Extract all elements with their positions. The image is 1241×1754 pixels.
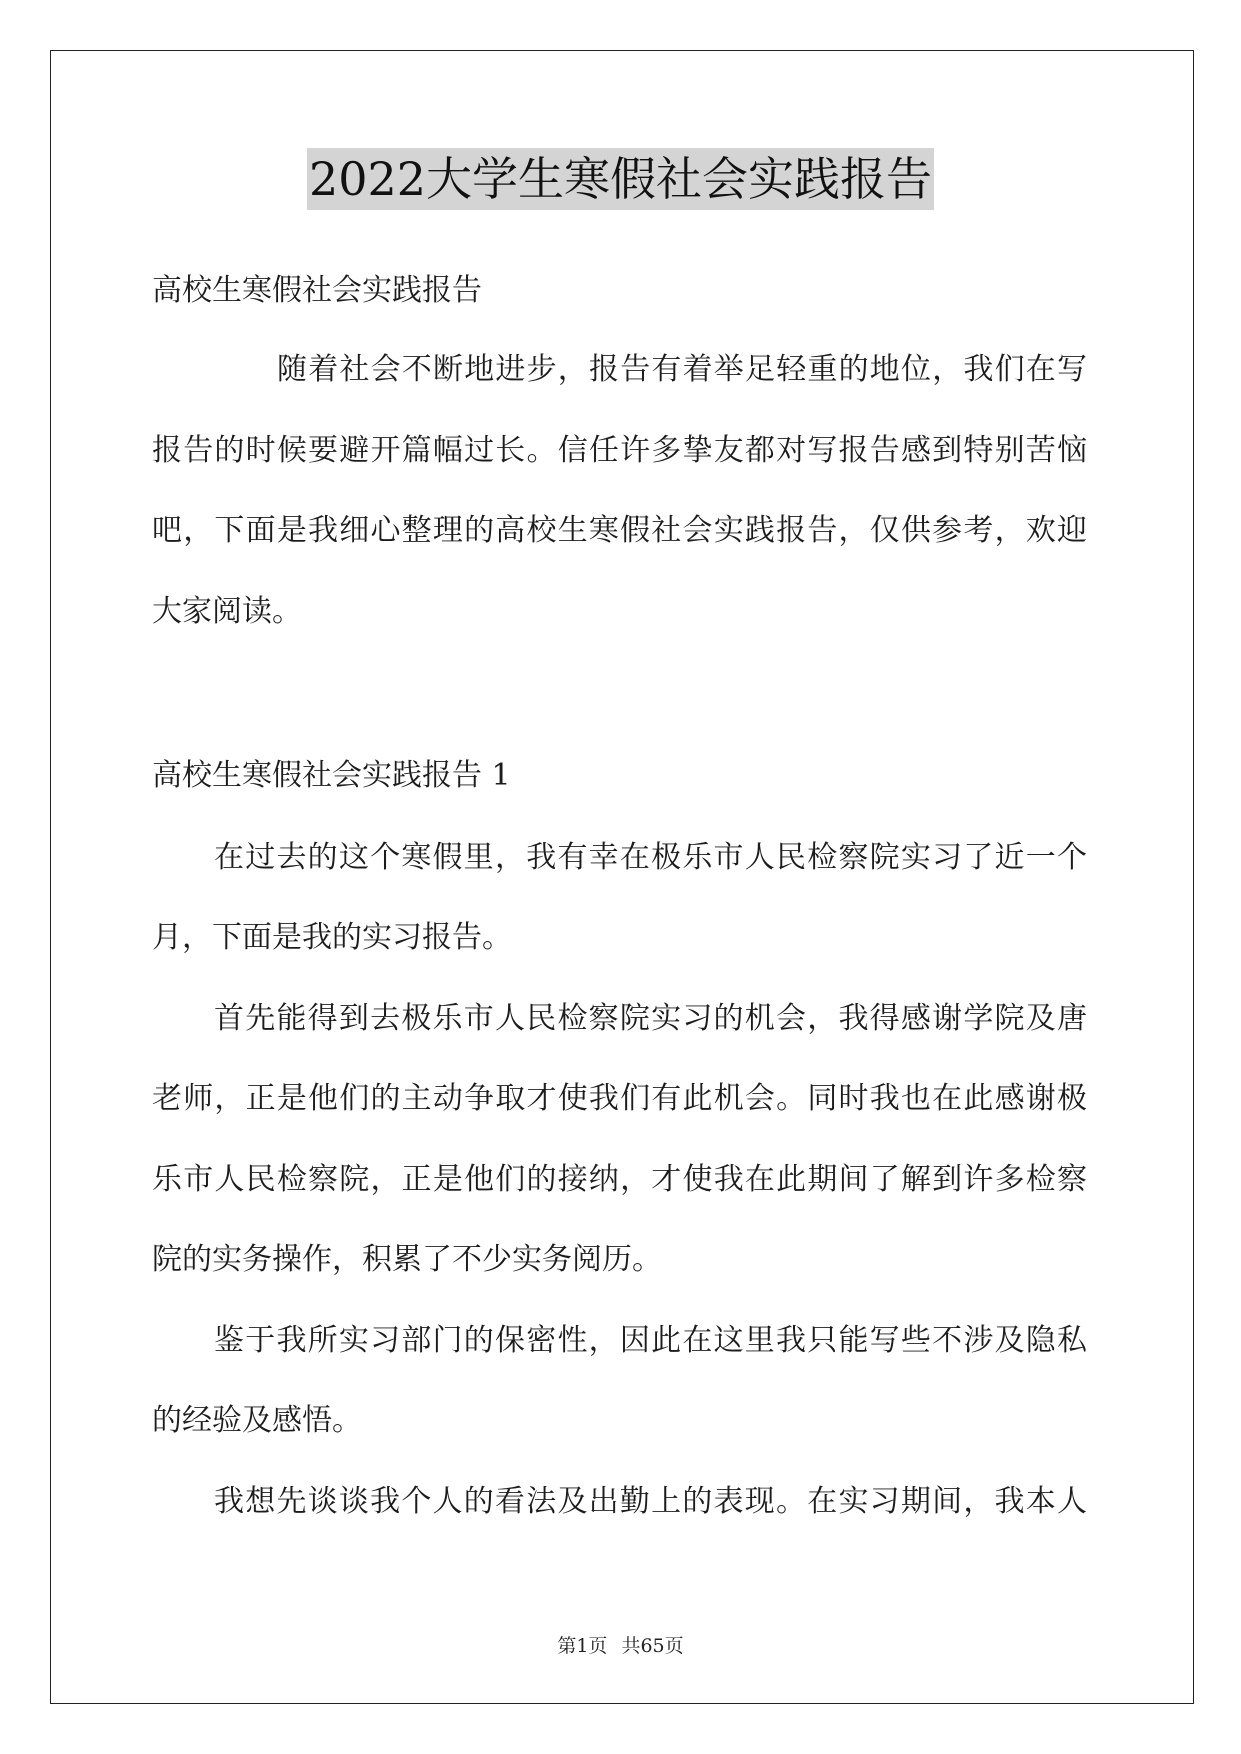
paragraph-line: 院的实务操作，积累了不少实务阅历。 [152, 1242, 662, 1277]
page-number: 第1页 [557, 1635, 608, 1657]
paragraph-line: 在过去的这个寒假里，我有幸在极乐市人民检察院实习了近一个 [214, 840, 1087, 875]
section-heading: 高校生寒假社会实践报告 [152, 273, 482, 308]
paragraph-line: 报告的时候要避开篇幅过长。信任许多挚友都对写报告感到特别苦恼 [152, 433, 1087, 468]
paragraph-line: 大家阅读。 [152, 594, 302, 629]
page-footer [0, 1634, 1241, 1658]
paragraph-line: 月，下面是我的实习报告。 [152, 920, 512, 955]
paragraph-line: 乐市人民检察院，正是他们的接纳，才使我在此期间了解到许多检察 [152, 1162, 1087, 1197]
paragraph-line: 老师，正是他们的主动争取才使我们有此机会。同时我也在此感谢极 [152, 1081, 1087, 1116]
paragraph-line: 鉴于我所实习部门的保密性，因此在这里我只能写些不涉及隐私 [214, 1323, 1087, 1358]
title-container [0, 148, 1241, 210]
paragraph-line: 吧，下面是我细心整理的高校生寒假社会实践报告，仅供参考，欢迎 [152, 513, 1087, 548]
paragraph-line: 随着社会不断地进步，报告有着举足轻重的地位，我们在写 [277, 352, 1087, 387]
paragraph-line: 的经验及感悟。 [152, 1403, 362, 1438]
document-title: 2022大学生寒假社会实践报告 [307, 148, 934, 210]
section-heading: 高校生寒假社会实践报告 1 [152, 758, 511, 793]
paragraph-line: 我想先谈谈我个人的看法及出勤上的表现。在实习期间，我本人 [214, 1484, 1087, 1519]
paragraph-line: 首先能得到去极乐市人民检察院实习的机会，我得感谢学院及唐 [214, 1001, 1087, 1036]
page-total: 共65页 [621, 1635, 684, 1657]
